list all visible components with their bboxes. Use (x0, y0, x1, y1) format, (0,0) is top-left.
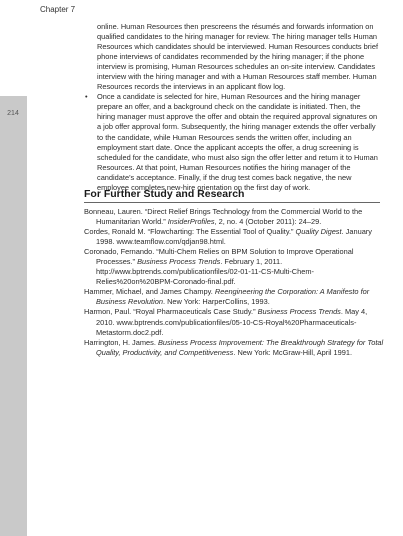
reference-item: Harrington, H. James. Business Process Improvement: The Breakthrough Strategy for Total Quality, Productivity, and Competitiveness. New York: McGraw-Hill, April 1991. (84, 337, 384, 357)
reference-item: Hammer, Michael, and James Champy. Reengineering the Corporation: A Manifesto for Business Revolution. New York: HarperCollins, 1993. (84, 287, 370, 307)
heading-divider (84, 202, 380, 203)
paragraph-offer: Once a candidate is selected for hire, Human Resources and the hiring manager prepare an offer, and a background check on the candidate is initiated. Then, the hiring manager must approve the offer and obtain the required approval signatures on a job offer approval form. Subsequently, the hiring manager extends the offer verbally to the candidate, while Human Resources sends the written offer, including an employment start date. Once the applicant accepts the offer, a drug screening is scheduled for the candidate, who must also sign the offer letter and return it to Human Resources. At that point, Human Resources notifies the hiring manager of the candidate’s acceptance. Finally, if the drug test comes back negative, the new employee completes new-hire orientation on the first day of work. (97, 92, 378, 192)
reference-item: Harmon, Paul. “Royal Pharmaceuticals Case Study.” Business Process Trends. May 4, 2010. www.bptrends.com/publicationfiles/05-10-CS-Royal%20Pharmaceuticals-Metastorm.doc2.pdf. (84, 307, 368, 337)
body-text (85, 22, 379, 193)
page-gutter (0, 96, 27, 536)
reference-list (84, 207, 384, 358)
bullet-icon: • (85, 92, 88, 102)
chapter-header: Chapter 7 (40, 5, 76, 14)
paragraph-recruiting: online. Human Resources then prescreens the résumés and forwards information on qualified candidates to the hiring manager for review. The hiring manager tells Human Resources which candidates should be interviewed. Human Resources conducts brief phone interviews of candidates recommended by the hiring manager; if the phone interview is promising, Human Resources schedules an on-site interview. Candidates interview with the hiring manager and with a Human Resources staff member. Human Resources records the interviews in an applicant flow log. (97, 22, 378, 92)
reference-item: Coronado, Fernando. “Multi-Chem Relies on BPM Solution to Improve Operational Processes.” Business Process Trends. February 1, 2011. http://www.bptrends.com/publicationfiles/02-01-11-CS-Multi-Chem-Relies%20on%20BPM-Coronado-final.pdf. (84, 247, 354, 287)
bullet-item-offer (85, 92, 379, 192)
page-number: 214 (7, 110, 19, 117)
reference-item: Bonneau, Lauren. “Direct Relief Brings Technology from the Commercial World to the Humanitarian World.” InsiderProfiles, 2, no. 4 (October 2011): 24–29. (84, 207, 363, 227)
reference-item: Cordes, Ronald M. “Flowcharting: The Essential Tool of Quality.” Quality Digest. January 1998. www.teamflow.com/qdjan98.html. (84, 227, 372, 247)
section-heading: For Further Study and Research (84, 188, 245, 200)
